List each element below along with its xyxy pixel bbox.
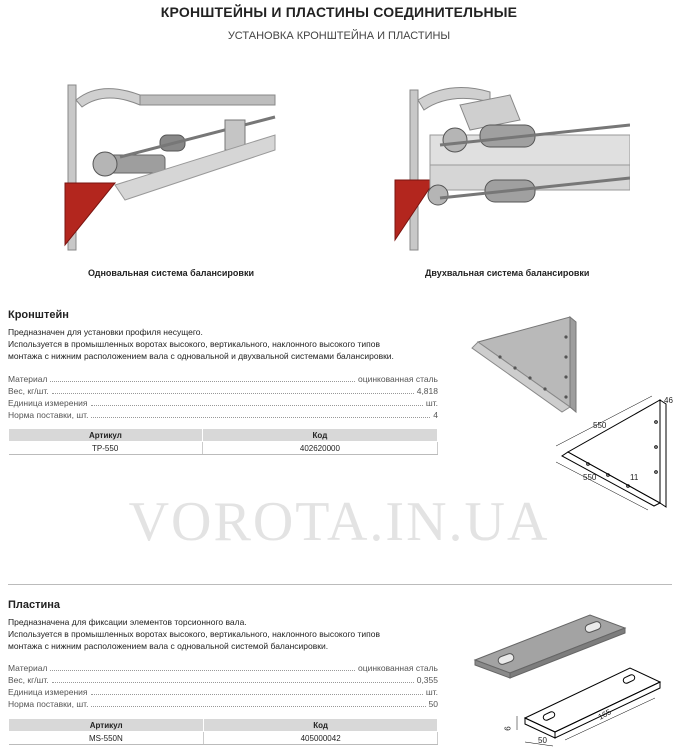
bracket-spec-row: Вес, кг/шт. 4,818 [8, 386, 438, 396]
plate-drawing [505, 658, 670, 748]
page-subtitle: УСТАНОВКА КРОНШТЕЙНА И ПЛАСТИНЫ [227, 30, 451, 42]
plate-spec-row: Норма поставки, шт. 50 [8, 699, 438, 709]
single-shaft-caption: Одновальная система балансировки [88, 268, 254, 278]
page-title: КРОНШТЕЙНЫ И ПЛАСТИНЫ СОЕДИНИТЕЛЬНЫЕ [160, 4, 518, 20]
bracket-spec-row: Норма поставки, шт. 4 [8, 410, 438, 420]
double-shaft-caption: Двухвальная система балансировки [425, 268, 590, 278]
plate-table [8, 718, 438, 745]
code-header: Код [204, 719, 438, 732]
bracket-spec-row: Единица измерения шт. [8, 398, 438, 408]
plate-description: Предназначена для фиксации элементов торсионного вала. Используется в промышленных воротах высокого, вертикального, наклонного высокого типов монтажа с нижним расположением вала с одновальной системой балансировки. [8, 617, 380, 651]
article-cell: MS-550N [9, 732, 204, 745]
article-cell: TP-550 [9, 442, 203, 455]
code-cell: 405000042 [204, 732, 438, 745]
bracket-description: Предназначен для установки профиля несущего. Используется в промышленных воротах высокого, вертикального, наклонного высокого типов монтажа с нижним расположением вала с одновальной и двухвальной системами балансировки. [8, 327, 394, 361]
dim-label: 50 [538, 736, 547, 745]
double-shaft-illustration [390, 80, 630, 255]
code-cell: 402620000 [202, 442, 437, 455]
article-header: Артикул [9, 429, 203, 442]
article-header: Артикул [9, 719, 204, 732]
plate-spec-row: Материал оцинкованная сталь [8, 663, 438, 673]
dim-label: 550 [593, 421, 607, 430]
plate-heading: Пластина [8, 599, 61, 611]
code-header: Код [202, 429, 437, 442]
divider [8, 584, 672, 585]
dim-label: 46 [664, 396, 673, 405]
single-shaft-illustration [60, 75, 290, 255]
dim-label: 11 [630, 473, 639, 482]
dim-label: 550 [583, 473, 597, 482]
dim-label: 165 [596, 707, 613, 722]
dim-label: 6 [503, 726, 513, 731]
watermark: VOROTA.IN.UA [128, 491, 550, 553]
plate-spec-row: Единица измерения шт. [8, 687, 438, 697]
bracket-heading: Кронштейн [8, 309, 69, 321]
bracket-table [8, 428, 438, 455]
bracket-spec-row: Материал оцинкованная сталь [8, 374, 438, 384]
plate-spec-row: Вес, кг/шт. 0,355 [8, 675, 438, 685]
